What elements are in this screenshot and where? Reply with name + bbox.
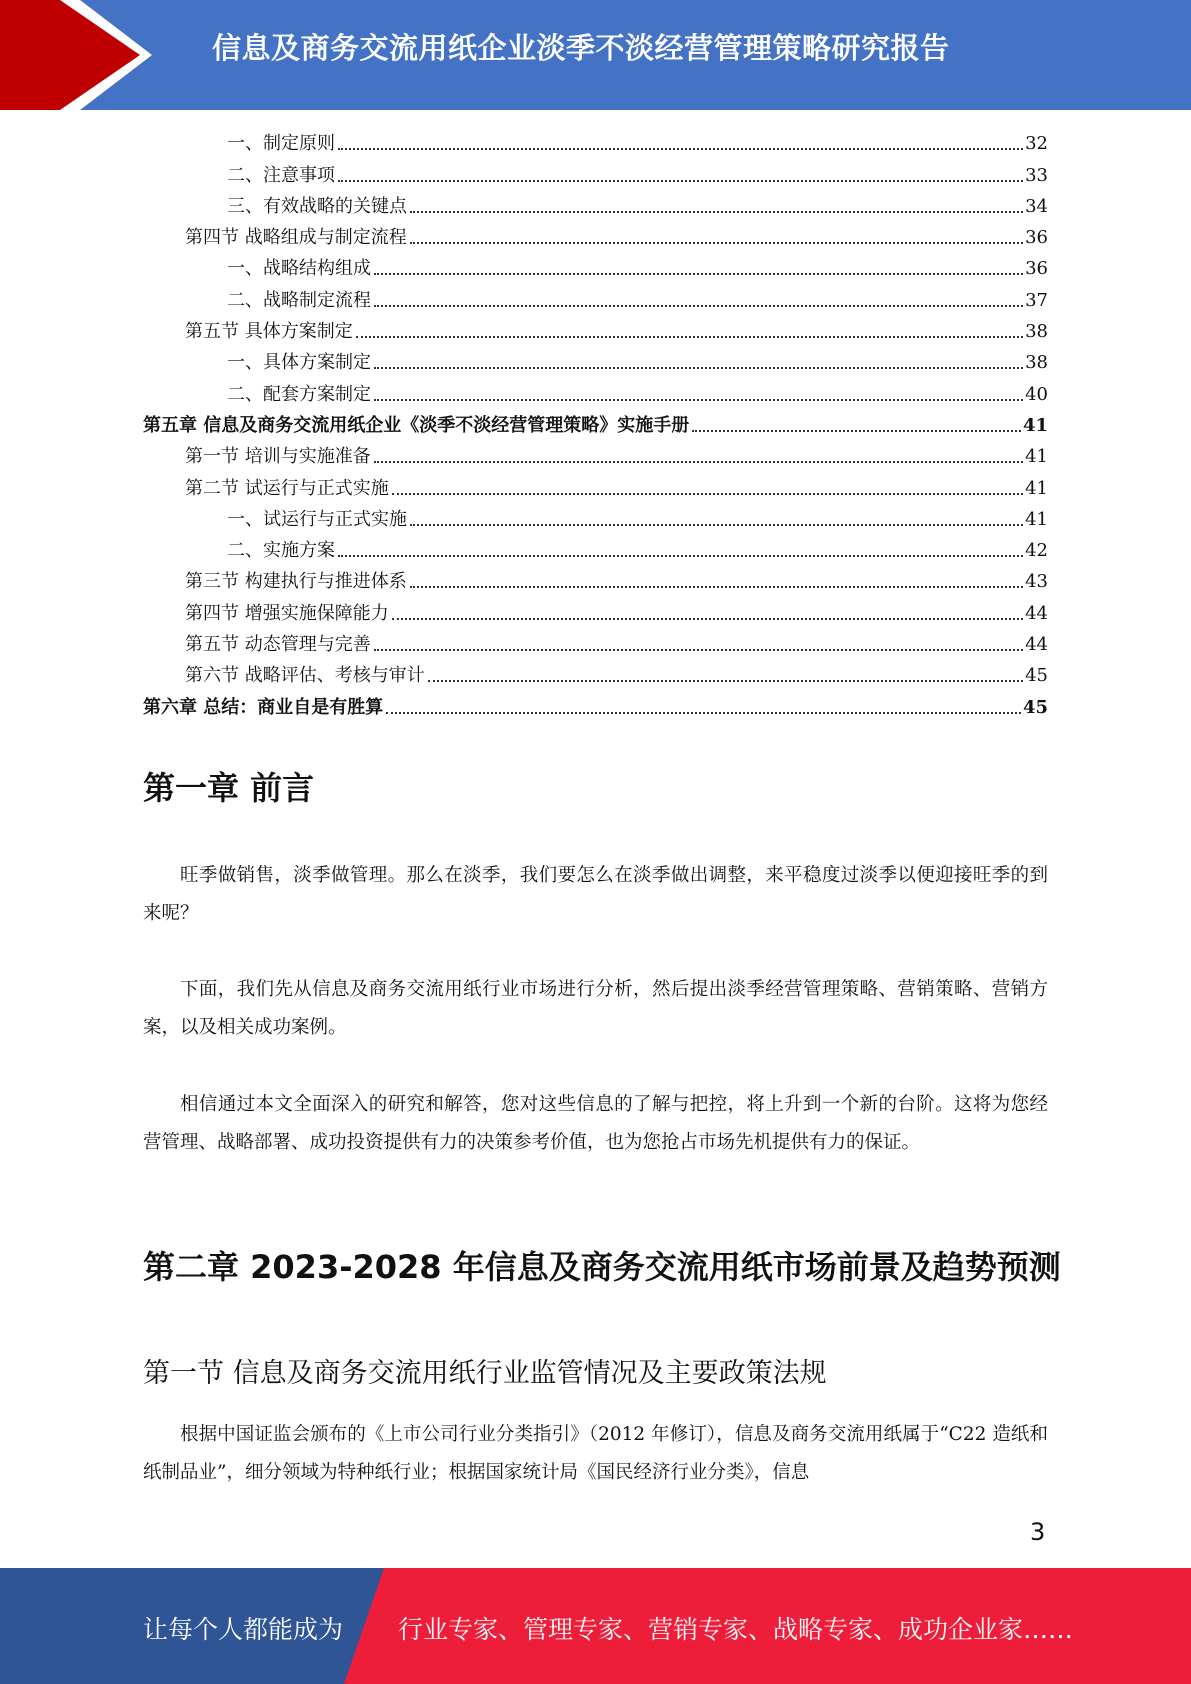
toc-dot-leader (410, 211, 1023, 213)
toc-dot-leader (374, 399, 1023, 401)
toc-entry-label: 三、有效战略的关键点 (227, 195, 407, 217)
toc-entry-label: 一、试运行与正式实施 (227, 508, 407, 530)
toc-dot-leader (410, 586, 1023, 588)
toc-entry-page: 37 (1025, 289, 1048, 311)
toc-entry[interactable] (143, 660, 1048, 691)
toc-entry-page: 36 (1025, 258, 1048, 280)
toc-entry-label: 二、配套方案制定 (227, 383, 371, 405)
toc-entry-page: 44 (1025, 634, 1048, 656)
toc-entry-label: 第二节 试运行与正式实施 (185, 477, 389, 499)
toc-entry-label: 第四节 增强实施保障能力 (185, 602, 389, 624)
toc-entry-page: 41 (1025, 477, 1048, 499)
toc-entry-page: 34 (1025, 195, 1048, 217)
toc-entry[interactable] (143, 128, 1048, 159)
toc-entry-label: 第五节 具体方案制定 (185, 321, 353, 343)
toc-entry[interactable] (143, 597, 1048, 628)
toc-dot-leader (392, 493, 1023, 495)
toc-entry-label: 二、注意事项 (227, 164, 335, 186)
page-footer (0, 1568, 1191, 1684)
toc-entry-label: 第四节 战略组成与制定流程 (185, 227, 407, 249)
toc-entry[interactable] (143, 284, 1048, 315)
chapter-1-paragraph-1: 旺季做销售，淡季做管理。那么在淡季，我们要怎么在淡季做出调整，来平稳度过淡季以便迎接旺季的到来呢？ (143, 865, 1048, 924)
toc-entry-page: 36 (1025, 227, 1048, 249)
chapter-1-paragraph-3: 相信通过本文全面深入的研究和解答，您对这些信息的了解与把控，将上升到一个新的台阶。这将为您经营管理、战略部署、成功投资提供有力的决策参考价值，也为您抢占市场先机提供有力的保证。 (143, 1094, 1048, 1153)
toc-dot-leader (374, 649, 1023, 651)
toc-entry[interactable] (143, 191, 1048, 222)
toc-entry[interactable] (143, 691, 1048, 722)
toc-entry[interactable] (143, 347, 1048, 378)
toc-dot-leader (374, 367, 1023, 369)
chapter-1-title: 第一章 前言 (143, 769, 315, 807)
footer-slogan-left: 让每个人都能成为 (143, 1615, 344, 1644)
page-number: 3 (1030, 1518, 1046, 1546)
toc-entry-page: 42 (1025, 540, 1048, 562)
toc-dot-leader (410, 524, 1023, 526)
footer-slogan-right: 行业专家、管理专家、营销专家、战略专家、成功企业家…… (398, 1615, 1074, 1644)
toc-dot-leader (386, 712, 1021, 714)
toc-entry[interactable] (143, 410, 1048, 441)
table-of-contents (143, 128, 1048, 723)
toc-entry-page: 32 (1025, 133, 1048, 155)
toc-entry[interactable] (143, 504, 1048, 535)
toc-entry-label: 二、实施方案 (227, 540, 335, 562)
toc-entry[interactable] (143, 222, 1048, 253)
toc-entry[interactable] (143, 253, 1048, 284)
toc-dot-leader (374, 461, 1023, 463)
toc-entry-page: 41 (1025, 508, 1048, 530)
toc-entry-label: 二、战略制定流程 (227, 289, 371, 311)
toc-dot-leader (692, 430, 1021, 432)
toc-entry[interactable] (143, 378, 1048, 409)
toc-dot-leader (338, 180, 1023, 182)
chapter-1-paragraph-2: 下面，我们先从信息及商务交流用纸行业市场进行分析，然后提出淡季经营管理策略、营销策略、营销方案，以及相关成功案例。 (143, 979, 1048, 1038)
toc-entry[interactable] (143, 159, 1048, 190)
toc-entry-label: 一、制定原则 (227, 133, 335, 155)
toc-dot-leader (338, 148, 1023, 150)
toc-entry-page: 41 (1025, 446, 1048, 468)
toc-dot-leader (374, 273, 1023, 275)
toc-entry-page: 45 (1022, 696, 1048, 718)
toc-entry[interactable] (143, 535, 1048, 566)
toc-entry-page: 38 (1025, 352, 1048, 374)
toc-entry[interactable] (143, 472, 1048, 503)
toc-entry-page: 43 (1025, 571, 1048, 593)
toc-entry[interactable] (143, 316, 1048, 347)
toc-entry-label: 第五节 动态管理与完善 (185, 634, 371, 656)
toc-entry-page: 33 (1025, 164, 1048, 186)
toc-entry-label: 一、战略结构组成 (227, 258, 371, 280)
toc-dot-leader (338, 555, 1023, 557)
toc-entry-label: 第一节 培训与实施准备 (185, 446, 371, 468)
toc-dot-leader (356, 336, 1023, 338)
toc-entry[interactable] (143, 441, 1048, 472)
toc-entry-page: 38 (1025, 321, 1048, 343)
toc-entry-label: 第六章 总结：商业自是有胜算 (143, 696, 384, 718)
chapter-2-paragraph: 根据中国证监会颁布的《上市公司行业分类指引》（2012 年修订），信息及商务交流用纸属于“C22 造纸和纸制品业”，细分领域为特种纸行业；根据国家统计局《国民经济行业分类》，信息 (143, 1424, 1048, 1483)
section-1-title: 第一节 信息及商务交流用纸行业监管情况及主要政策法规 (143, 1358, 827, 1389)
toc-entry[interactable] (143, 566, 1048, 597)
page-header (0, 0, 1191, 110)
toc-entry[interactable] (143, 629, 1048, 660)
header-title: 信息及商务交流用纸企业淡季不淡经营管理策略研究报告 (212, 31, 950, 65)
toc-entry-page: 41 (1022, 414, 1048, 436)
toc-dot-leader (428, 680, 1023, 682)
toc-entry-page: 45 (1025, 665, 1048, 687)
toc-entry-page: 40 (1025, 383, 1048, 405)
toc-entry-page: 44 (1025, 602, 1048, 624)
toc-entry-label: 一、具体方案制定 (227, 352, 371, 374)
toc-entry-label: 第六节 战略评估、考核与审计 (185, 665, 425, 687)
chapter-2-title: 第二章 2023-2028 年信息及商务交流用纸市场前景及趋势预测 (143, 1248, 1061, 1286)
toc-dot-leader (374, 305, 1023, 307)
toc-dot-leader (410, 242, 1023, 244)
toc-dot-leader (392, 618, 1023, 620)
toc-entry-label: 第五章 信息及商务交流用纸企业《淡季不淡经营管理策略》实施手册 (143, 414, 690, 436)
toc-entry-label: 第三节 构建执行与推进体系 (185, 571, 407, 593)
